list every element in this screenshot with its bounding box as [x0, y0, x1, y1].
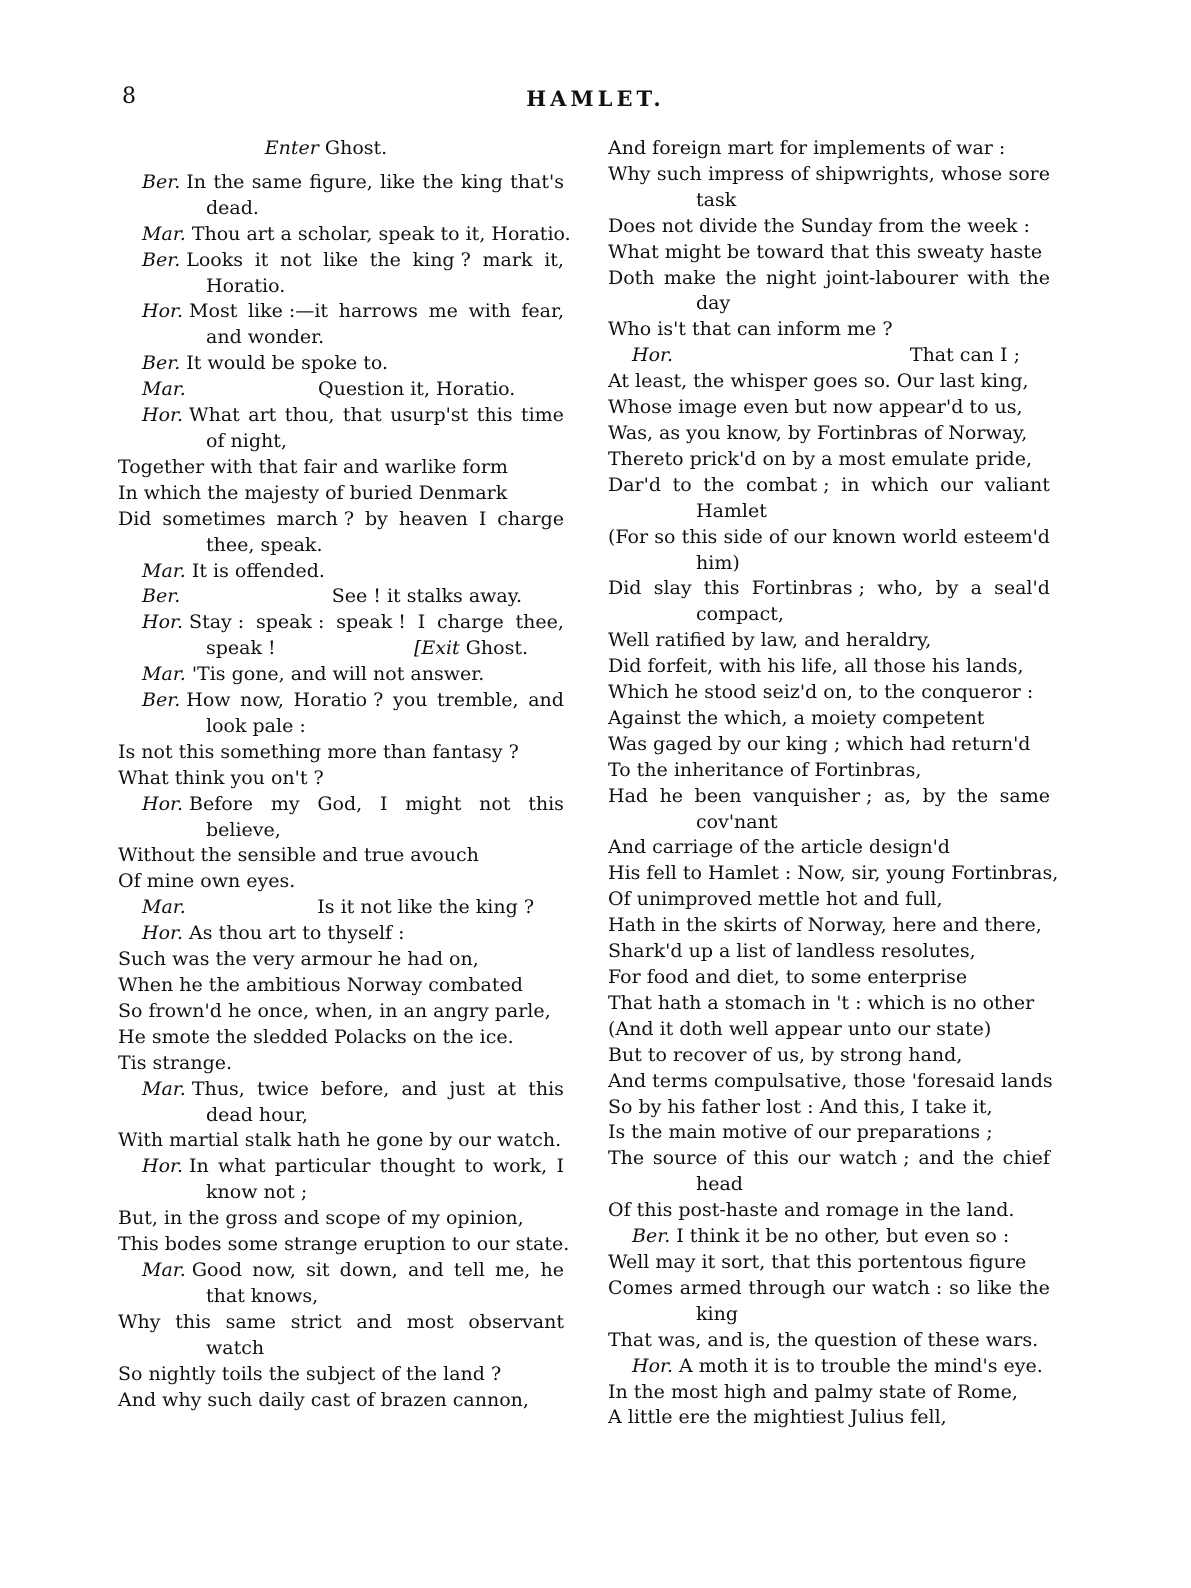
verse-line: Ber. I think it be no other, but even so : — [632, 1225, 1010, 1248]
speaker: Ber. — [142, 170, 181, 193]
speaker: Mar. — [142, 378, 186, 401]
speaker: Mar. — [142, 1258, 186, 1281]
verse-line: What think you on't ? — [118, 766, 324, 789]
verse-line: Mar. Good now, sit down, and tell me, he — [142, 1258, 564, 1281]
speaker: Mar. — [142, 896, 186, 919]
verse-line: That was, and is, the question of these wars. — [608, 1328, 1039, 1351]
speaker: Hor. — [142, 922, 184, 945]
verse-line: dead. — [206, 196, 259, 219]
verse-line: What might be toward that this sweaty haste — [608, 240, 1043, 263]
verse-line: Mar. Question it, Horatio. — [142, 378, 516, 401]
verse-line: Ber. See ! it stalks away. — [142, 585, 522, 608]
verse-line: thee, speak. — [206, 533, 323, 556]
verse-line: speak ! [Exit Ghost. — [206, 637, 528, 660]
verse-line: Did sometimes march ? by heaven I charge — [118, 507, 564, 530]
verse-line: Hamlet — [696, 499, 767, 522]
verse-line: With martial stalk hath he gone by our watch. — [118, 1129, 562, 1152]
page-number: 8 — [122, 84, 136, 109]
verse-line: And carriage of the article design'd — [608, 836, 950, 859]
verse-line: Tis strange. — [118, 1051, 233, 1074]
verse-line: But to recover of us, by strong hand, — [608, 1043, 963, 1066]
speaker: Ber. — [632, 1225, 671, 1248]
verse-line: So by his father lost : And this, I take it, — [608, 1095, 993, 1118]
running-title: HAMLET. — [526, 86, 665, 111]
verse-line: His fell to Hamlet : Now, sir, young Fortinbras, — [608, 862, 1059, 885]
verse-line: Hor. Before my God, I might not this — [142, 792, 564, 815]
verse-line: day — [696, 292, 731, 315]
verse-line: Horatio. — [206, 274, 286, 297]
right-column — [608, 136, 1059, 1431]
verse-line: So frown'd he once, when, in an angry parle, — [118, 999, 551, 1022]
left-column — [118, 136, 571, 1413]
verse-line: Whose image even but now appear'd to us, — [608, 396, 1023, 419]
verse-line: Of mine own eyes. — [118, 870, 296, 893]
speaker: Hor. — [142, 1155, 184, 1178]
verse-line: of night, — [206, 429, 287, 452]
verse-line: Well ratified by law, and heraldry, — [608, 629, 932, 652]
verse-line: believe, — [206, 818, 281, 841]
verse-line: He smote the sledded Polacks on the ice. — [118, 1025, 514, 1048]
verse-line: Well may it sort, that this portentous figure — [608, 1250, 1027, 1273]
speaker: Hor. — [142, 792, 184, 815]
verse-line: know not ; — [206, 1181, 308, 1204]
verse-line: task — [696, 188, 737, 211]
verse-line: Who is't that can inform me ? — [608, 318, 893, 341]
verse-line: Hor. Most like :—it harrows me with fear, — [142, 300, 564, 323]
verse-line: Of unimproved mettle hot and full, — [608, 888, 943, 911]
verse-line: look pale : — [206, 714, 306, 737]
verse-line: Thereto prick'd on by a most emulate pride, — [608, 447, 1032, 470]
verse-line: Hor. A moth it is to trouble the mind's eye. — [632, 1354, 1043, 1377]
verse-line: A little ere the mightiest Julius fell, — [608, 1406, 947, 1429]
verse-line: Why such impress of shipwrights, whose sore — [608, 162, 1050, 185]
speaker: Mar. — [142, 559, 186, 582]
verse-line: Was gaged by our king ; which had return'd — [608, 732, 1031, 755]
stage-direction: [Exit — [413, 637, 460, 660]
verse-line: This bodes some strange eruption to our state. — [118, 1233, 570, 1256]
verse-line: Ber. In the same figure, like the king that's — [142, 170, 564, 193]
verse-line: and wonder. — [206, 326, 325, 349]
verse-line: At least, the whisper goes so. Our last king, — [608, 370, 1029, 393]
verse-line: Is not this something more than fantasy ? — [118, 740, 519, 763]
verse-line: But, in the gross and scope of my opinion, — [118, 1207, 524, 1230]
verse-line: Mar. It is offended. — [142, 559, 325, 582]
verse-line: him) — [696, 551, 740, 574]
verse-line: watch — [206, 1336, 265, 1359]
verse-line: Shark'd up a list of landless resolutes, — [608, 940, 976, 963]
verse-line: Hath in the skirts of Norway, here and there, — [608, 914, 1042, 937]
verse-line: Mar. Is it not like the king ? — [142, 896, 534, 919]
verse-line: Did slay this Fortinbras ; who, by a seal'd — [608, 577, 1050, 600]
speaker: Hor. — [142, 611, 184, 634]
verse-line: Mar. Thou art a scholar, speak to it, Horatio. — [142, 222, 571, 245]
speaker: Hor. — [632, 1354, 674, 1377]
verse-line: In the most high and palmy state of Rome, — [608, 1380, 1018, 1403]
verse-line: For food and diet, to some enterprise — [608, 966, 968, 988]
speaker: Hor. — [632, 344, 674, 367]
verse-line: Which he stood seiz'd on, to the conqueror : — [608, 681, 1034, 704]
verse-line: Together with that fair and warlike form — [118, 455, 508, 478]
verse-line: And why such daily cast of brazen cannon, — [118, 1388, 529, 1411]
verse-line: So nightly toils the subject of the land ? — [118, 1362, 502, 1385]
verse-line: Such was the very armour he had on, — [118, 948, 479, 971]
speaker: Hor. — [142, 300, 184, 323]
speaker: Mar. — [142, 222, 186, 245]
verse-line: To the inheritance of Fortinbras, — [608, 758, 922, 781]
verse-line: Ber. It would be spoke to. — [142, 352, 389, 375]
verse-line: Hor. What art thou, that usurp'st this time — [142, 404, 564, 427]
verse-line: Hor. In what particular thought to work, I — [142, 1155, 564, 1178]
verse-line: head — [696, 1173, 743, 1196]
verse-line: Against the which, a moiety competent — [608, 706, 985, 729]
verse-line: compact, — [696, 603, 784, 626]
verse-line: (And it doth well appear unto our state) — [608, 1017, 992, 1040]
verse-line: And foreign mart for implements of war : — [608, 137, 1006, 159]
verse-line: Did forfeit, with his life, all those his lands, — [608, 655, 1024, 678]
page-header — [0, 84, 1191, 114]
verse-line: Comes armed through our watch : so like the — [608, 1276, 1050, 1299]
verse-line: cov'nant — [696, 810, 778, 833]
verse-line: Ber. Looks it not like the king ? mark it, — [142, 248, 564, 271]
verse-line: Is the main motive of our preparations ; — [608, 1121, 993, 1144]
speaker: Hor. — [142, 404, 184, 427]
verse-line: Was, as you know, by Fortinbras of Norway, — [608, 421, 1028, 444]
speaker: Mar. — [142, 1077, 186, 1100]
verse-line: Mar. Thus, twice before, and just at this — [142, 1077, 564, 1100]
stage-direction: Enter Ghost. — [264, 137, 388, 159]
verse-line: Hor. As thou art to thyself : — [142, 922, 405, 945]
verse-line: Without the sensible and true avouch — [118, 844, 479, 867]
verse-line: Mar. 'Tis gone, and will not answer. — [142, 663, 485, 686]
verse-line: Hor. Stay : speak : speak ! I charge thee, — [142, 611, 564, 634]
verse-line: Had he been vanquisher ; as, by the same — [608, 784, 1050, 807]
verse-line: Doth make the night joint-labourer with the — [608, 266, 1050, 289]
verse-line: Ber. How now, Horatio ? you tremble, and — [142, 689, 564, 712]
speaker: Ber. — [142, 689, 181, 712]
verse-line: king — [696, 1302, 738, 1325]
verse-line: Does not divide the Sunday from the week : — [608, 214, 1030, 237]
verse-line: Dar'd to the combat ; in which our valiant — [608, 473, 1050, 496]
verse-line: dead hour, — [206, 1103, 308, 1126]
verse-line: Why this same strict and most observant — [118, 1310, 564, 1333]
verse-line: Hor. That can I ; — [632, 344, 1020, 367]
verse-line: Of this post-haste and romage in the land. — [608, 1199, 1015, 1222]
speaker: Ber. — [142, 248, 181, 271]
verse-line: that knows, — [206, 1284, 319, 1307]
speaker: Ber. — [142, 585, 181, 608]
verse-line: The source of this our watch ; and the chief — [608, 1147, 1050, 1170]
verse-line: When he the ambitious Norway combated — [118, 974, 523, 996]
verse-line: In which the majesty of buried Denmark — [118, 481, 508, 504]
speaker: Ber. — [142, 352, 181, 375]
speaker: Mar. — [142, 663, 186, 686]
verse-line: That hath a stomach in 't : which is no other — [608, 991, 1035, 1014]
verse-line: (For so this side of our known world esteem'd — [608, 525, 1050, 548]
verse-line: And terms compulsative, those 'foresaid lands — [608, 1069, 1053, 1092]
